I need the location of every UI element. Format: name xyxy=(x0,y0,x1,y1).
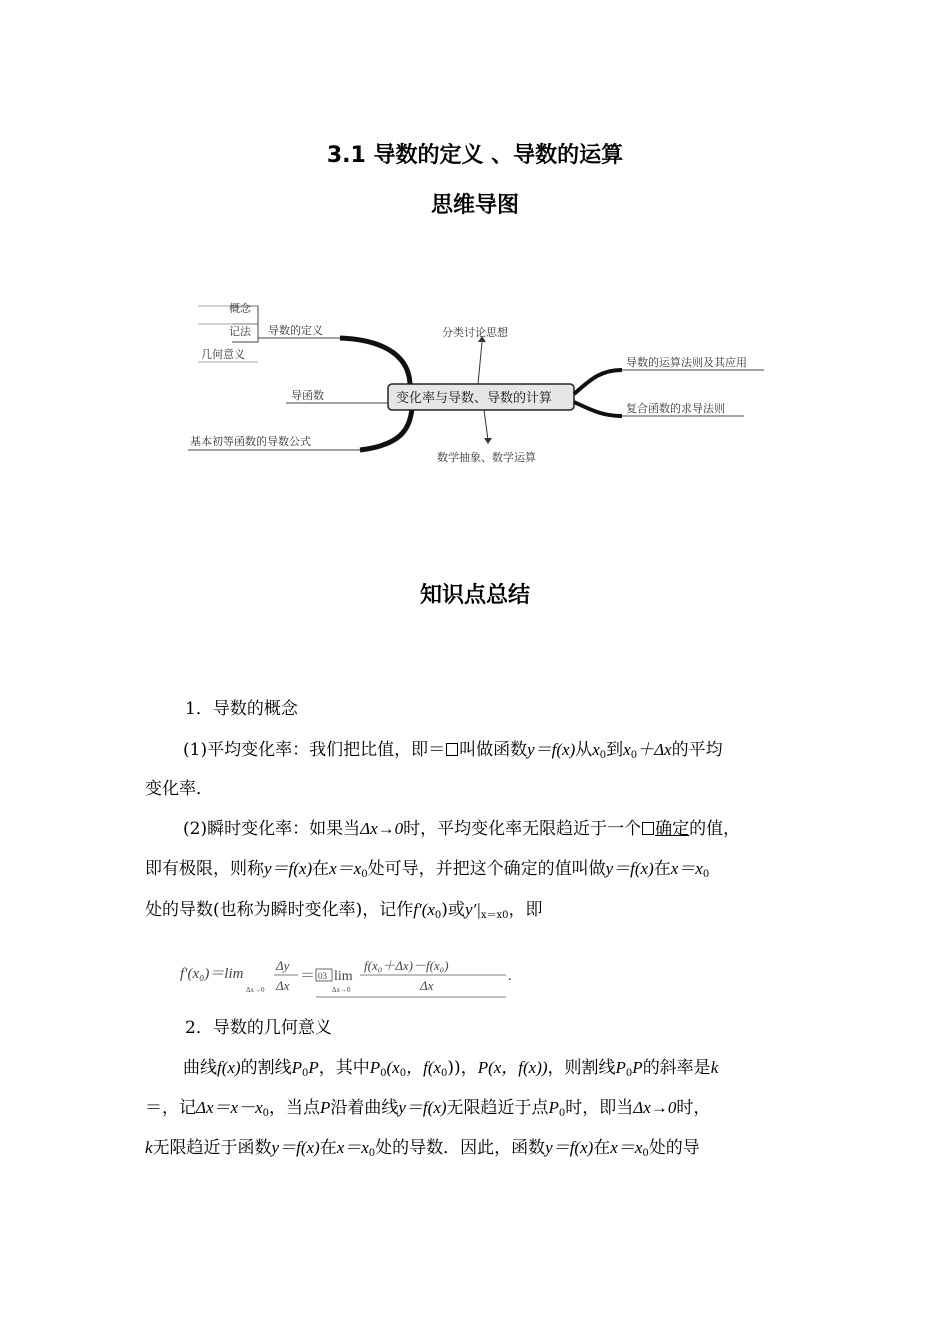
summary-heading: 知识点总结 xyxy=(419,583,530,608)
svg-text:f(x₀＋Δx)－f(x₀): f(x₀＋Δx)－f(x₀) xyxy=(364,958,449,973)
mm-composite: 复合函数的求导法则 xyxy=(626,402,725,415)
mm-rules: 导数的运算法则及其应用 xyxy=(626,356,747,369)
avg-rate-line: (1)平均变化率：我们把比值，即＝ 叫做函数y＝f(x)从$x_0$到$x_0+\Delta x$的平均 xyxy=(183,740,723,761)
geo-line-3: k无限趋近于函数y＝f(x)在$x=x_0$处的导数．因此，函数y＝f(x)在$x=x_0$处的导 xyxy=(145,1138,700,1159)
inst-rate-line-3: 处的导数(也称为瞬时变化率)，记作$f'(x_0)$或$y'|_{x=x0}$，即 xyxy=(145,900,543,921)
derivative-formula xyxy=(180,952,540,1004)
svg-text:Δx→0: Δx→0 xyxy=(332,986,351,994)
svg-text:Δx→0: Δx→0 xyxy=(246,986,265,994)
svg-text:＝: ＝ xyxy=(300,968,316,984)
mm-top-node: 分类讨论思想 xyxy=(442,326,508,339)
section-2-heading: 2．导数的几何意义 xyxy=(185,1018,332,1038)
inst-rate-line: (2)瞬时变化率：如果当Δx→0时，平均变化率无限趋近于一个 确定的值， xyxy=(183,819,741,839)
mm-definition: 导数的定义 xyxy=(268,324,323,337)
svg-text:Δx: Δx xyxy=(276,978,290,993)
mm-center-node: 变化率与导数、导数的计算 xyxy=(396,391,553,406)
mm-bottom-node: 数学抽象、数学运算 xyxy=(437,451,536,464)
placeholder-box xyxy=(446,743,458,756)
mm-sub-item-concept: 概念 xyxy=(229,302,251,315)
svg-text:Δy: Δy xyxy=(276,958,290,973)
mm-derivative-function: 导函数 xyxy=(291,389,324,402)
avg-rate-cont: 变化率． xyxy=(145,779,213,799)
mindmap-heading: 思维导图 xyxy=(430,193,519,218)
placeholder-box xyxy=(642,822,654,835)
svg-text:f′(x₀)＝lim: f′(x₀)＝lim xyxy=(180,966,244,982)
inst-rate-line-2: 即有极限，则称y＝f(x)在$x=x_0$处可导，并把这个确定的值叫做y＝f(x)在$x=x_0$ xyxy=(145,859,710,880)
svg-text:.: . xyxy=(508,968,512,984)
svg-text:Δx: Δx xyxy=(420,978,434,993)
geo-line-1: 曲线f(x)的割线$P_0P$，其中$P_0(x_0$，$f(x_0)$)，P(x，f(x))，则割线$P_0P$的斜率是k xyxy=(183,1058,719,1079)
mm-sub-item-geometric: 几何意义 xyxy=(201,348,245,361)
page-title: 3.1 导数的定义 、导数的运算 xyxy=(326,143,624,168)
section-1-heading: 1．导数的概念 xyxy=(185,699,298,719)
mm-basic-formulas: 基本初等函数的导数公式 xyxy=(190,435,311,448)
geo-line-2: ＝，记$\Delta x=x-x_0$，当点P沿着曲线y＝f(x)无限趋近于点$P_0$时，即当Δx→0时， xyxy=(145,1098,711,1119)
mind-map xyxy=(0,290,950,480)
svg-text:lim: lim xyxy=(334,969,353,984)
mm-sub-item-notation: 记法 xyxy=(229,325,251,338)
formula-box-number: 03 xyxy=(318,971,327,981)
